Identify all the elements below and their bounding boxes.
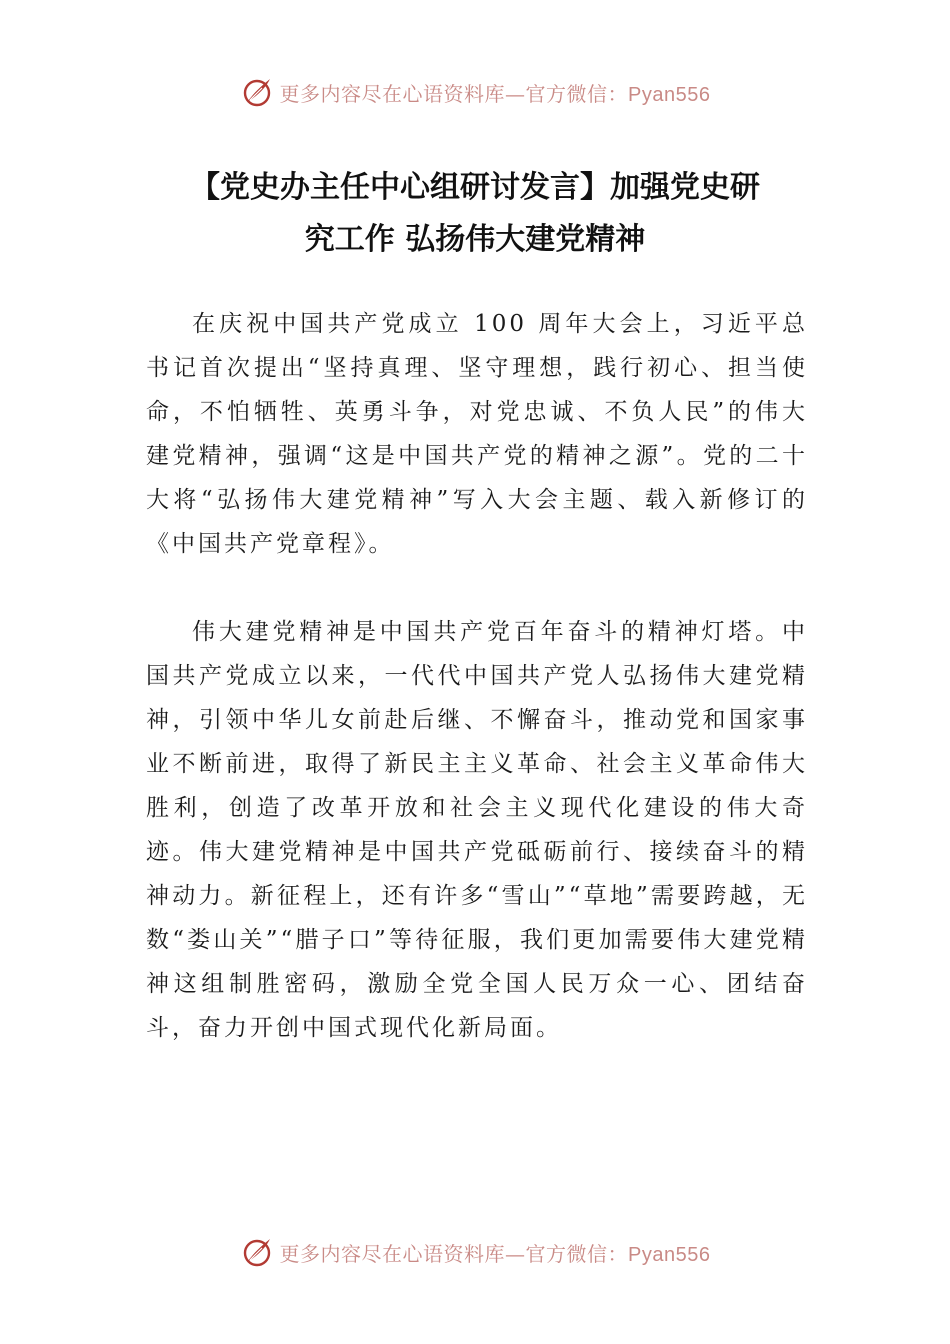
title-line-1: 【党史办主任中心组研讨发言】加强党史研 xyxy=(190,170,760,205)
quill-pen-logo-icon xyxy=(240,75,274,109)
quill-pen-logo-icon xyxy=(240,1235,274,1269)
document-body xyxy=(146,302,808,1094)
header-banner xyxy=(0,72,950,112)
title-line-2: 究工作 弘扬伟大建党精神 xyxy=(304,222,646,257)
paragraph-2: 伟大建党精神是中国共产党百年奋斗的精神灯塔。中国共产党成立以来，一代代中国共产党人弘扬伟大建党精神，引领中华儿女前赴后继、不懈奋斗，推动党和国家事业不断前进，取得了新民主主义革命、社会主义革命伟大胜利，创造了改革开放和社会主义现代化建设的伟大奇迹。伟大建党精神是中国共产党砥砺前行、接续奋斗的精神动力。新征程上，还有许多“雪山”“草地”需要跨越，无数“娄山关”“腊子口”等待征服，我们更加需要伟大建党精神这组制胜密码，激励全党全国人民万众一心、团结奋斗，奋力开创中国式现代化新局面。 xyxy=(146,619,808,1041)
banner-text: 更多内容尽在心语资料库—官方微信：Pyan556 xyxy=(279,1241,711,1266)
footer-banner xyxy=(0,1232,950,1272)
banner-text: 更多内容尽在心语资料库—官方微信：Pyan556 xyxy=(279,81,711,106)
paragraph-1: 在庆祝中国共产党成立 100 周年大会上，习近平总书记首次提出“坚持真理、坚守理想，践行初心、担当使命，不怕牺牲、英勇斗争，对党忠诚、不负人民”的伟大建党精神，强调“这是中国共产党的精神之源”。党的二十大将“弘扬伟大建党精神”写入大会主题、载入新修订的《中国共产党章程》。 xyxy=(146,311,808,557)
document-title xyxy=(120,162,830,266)
